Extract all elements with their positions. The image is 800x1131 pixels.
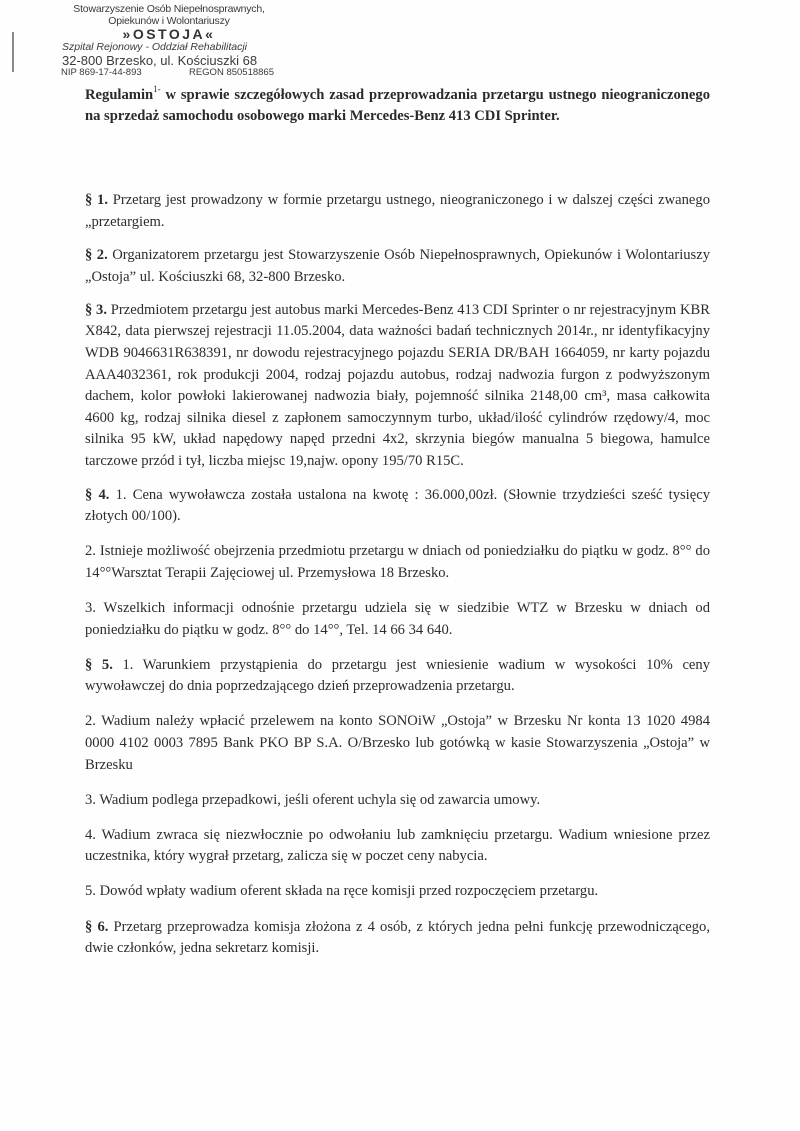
section-3 bbox=[85, 300, 710, 473]
document-body bbox=[85, 190, 710, 973]
stamp-org-line-2: Opiekunów i Wolontariuszy bbox=[108, 14, 230, 27]
section-text: 1. Warunkiem przystąpienia do przetargu jest wniesienie wadium w wysokości 10% ceny wywoławczej do dnia poprzedzającego dzień przeprowadzenia przetargu. bbox=[85, 656, 710, 695]
section-text: Przetarg jest prowadzony w formie przetargu ustnego, nieograniczonego i w dalszej części zwanego „przetargiem. bbox=[85, 192, 710, 230]
section-4-point-2 bbox=[85, 541, 710, 584]
section-text: 3. Wadium podlega przepadkowi, jeśli oferent uchyla się od zawarcia umowy. bbox=[85, 791, 541, 808]
title-text: w sprawie szczegółowych zasad przeprowadzania przetargu ustnego nieograniczonego na sprzedaż samochodu osobowego marki Mercedes-Benz 413 CDI Sprinter. bbox=[85, 87, 710, 124]
section-label: § 3. bbox=[85, 301, 107, 318]
section-text: 5. Dowód wpłaty wadium oferent składa na ręce komisji przed rozpoczęciem przetargu. bbox=[85, 883, 599, 900]
section-label: § 6. bbox=[85, 918, 109, 935]
stamp-department: Szpital Rejonowy - Oddział Rehabilitacji bbox=[62, 41, 248, 53]
document-title bbox=[85, 85, 710, 127]
section-5-point-4 bbox=[85, 825, 710, 868]
stamp-brand: »OSTOJA« bbox=[122, 26, 216, 42]
stamp-nip: NIP 869-17-44-893 bbox=[61, 66, 142, 78]
section-2 bbox=[85, 245, 710, 288]
section-label: § 5. bbox=[85, 656, 113, 673]
section-4-point-1 bbox=[85, 485, 710, 528]
section-text: 1. Cena wywoławcza została ustalona na kwotę : 36.000,00zł. (Słownie trzydzieści sześć tysięcy złotych 00/100). bbox=[85, 486, 710, 525]
section-text: Przedmiotem przetargu jest autobus marki Mercedes-Benz 413 CDI Sprinter o nr rejestracyjnym KBR X842, data pierwszej rejestracji 11.05.2004, data ważności badań technicznych 2014r., nr identyfikacyjny WDB 9046631R638391, nr dowodu rejestracyjnego pojazdu SERIA DR/BAH 1664059, nr karty pojazdu AAA4032361, rok produkcji 2004, rodzaj pojazdu autobus, rodzaj nadwozia furgon z podwyższonym dachem, kolor powłoki lakierowanej nadwozia biały, pojemność silnika 2148,00 cm³, masa całkowita 4600 kg, rodzaj silnika diesel z zapłonem samoczynnym turbo, układ/ilość cylindrów rzędowy/4, moc silnika 95 kW, układ napędowy napęd przedni 4x2, skrzynia biegów manualna 5 biegowa, hamulce tarczowe przód i tył, liczba miejsc 19,najw. opony 195/70 R15C. bbox=[85, 301, 710, 470]
section-text: 2. Wadium należy wpłacić przelewem na konto SONOiW „Ostoja” w Brzesku Nr konta 13 1020 4984 0000 4102 0003 7895 Bank PKO BP S.A. O/Brzesko lub gotówką w kasie Stowarzyszenia „Ostoja” w Brzesku bbox=[85, 713, 710, 773]
stamp-address: 32-800 Brzesko, ul. Kościuszki 68 bbox=[62, 52, 258, 68]
section-1 bbox=[85, 190, 710, 233]
title-footnote-marker: 1- bbox=[153, 84, 161, 94]
title-lead: Regulamin bbox=[85, 87, 154, 103]
section-5-point-3 bbox=[85, 790, 710, 812]
section-label: § 1. bbox=[85, 192, 108, 208]
section-label: § 2. bbox=[85, 247, 108, 264]
section-5-point-2 bbox=[85, 711, 710, 776]
section-5-point-1 bbox=[85, 655, 710, 698]
stamp-org-line-1: Stowarzyszenie Osób Niepełnosprawnych, bbox=[73, 3, 265, 15]
section-6 bbox=[85, 917, 710, 960]
section-text: 3. Wszelkich informacji odnośnie przetargu udziela się w siedzibie WTZ w Brzesku w dniach od poniedziałku do piątku w godz. 8°° do 14°°, Tel. 14 66 34 640. bbox=[85, 600, 710, 638]
organization-stamp bbox=[58, 4, 280, 77]
section-text: 2. Istnieje możliwość obejrzenia przedmiotu przetargu w dniach od poniedziałku do piątku w godz. 8°° do 14°°Warsztat Terapii Zajęciowej ul. Przemysłowa 18 Brzesko. bbox=[85, 543, 710, 581]
section-4-point-3 bbox=[85, 598, 710, 641]
section-5-point-5 bbox=[85, 881, 710, 903]
scan-margin-line bbox=[12, 32, 14, 72]
stamp-regon: REGON 850518865 bbox=[188, 66, 274, 78]
stamp-ids bbox=[58, 68, 280, 78]
section-label: § 4. bbox=[85, 486, 110, 503]
section-text: Organizatorem przetargu jest Stowarzyszenie Osób Niepełnosprawnych, Opiekunów i Wolontariuszy „Ostoja” ul. Kościuszki 68, 32-800 Brzesko. bbox=[85, 247, 710, 285]
section-text: 4. Wadium zwraca się niezwłocznie po odwołaniu lub zamknięciu przetargu. Wadium wniesione przez uczestnika, który wygrał przetarg, zalicza się w poczet ceny nabycia. bbox=[85, 826, 710, 865]
section-text: Przetarg przeprowadza komisja złożona z 4 osób, z których jedna pełni funkcję przewodniczącego, dwie członków, jedna sekretarz komisji. bbox=[85, 918, 711, 957]
